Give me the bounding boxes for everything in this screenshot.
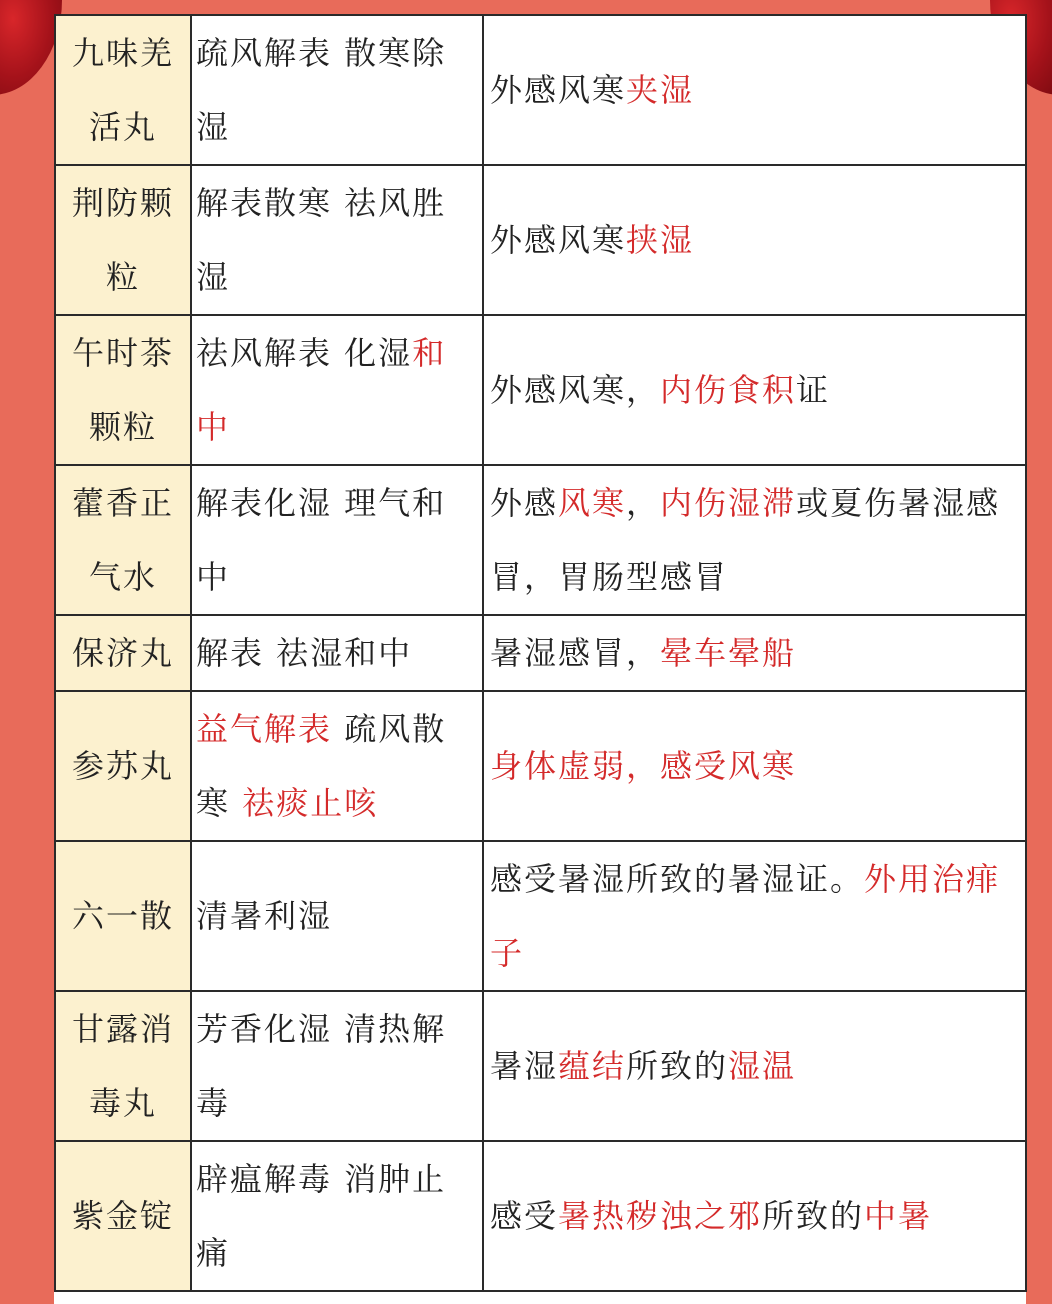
effect-cell [191,841,483,991]
medicine-name-cell: 甘露消毒丸 [55,991,191,1141]
medicine-name-cell: 荆防颗粒 [55,165,191,315]
effect-text: 祛风解表 化湿 [196,334,413,372]
indication-highlight: 外用治痱子 [490,860,1001,972]
indication-cell [483,465,1026,615]
indication-highlight: 身体虚弱，感受风寒 [490,747,797,785]
indication-highlight: 湿温 [728,1047,797,1085]
effect-cell [191,465,483,615]
medicine-name-cell: 保济丸 [55,615,191,691]
indication-text: 外感风寒， [490,371,661,409]
indication-cell [483,165,1026,315]
effect-cell [191,165,483,315]
page-top-border [0,0,1052,14]
effect-cell [191,615,483,691]
indication-highlight: 晕车晕船 [660,634,797,672]
left-curtain-decoration [0,0,62,95]
indication-text: 所致的 [626,1047,729,1085]
effect-text: 疏风解表 散寒除湿 [196,34,447,146]
effect-text: 疏风散寒 [196,710,447,822]
indication-cell [483,615,1026,691]
medicine-name-cell: 午时茶颗粒 [55,315,191,465]
herb-table [54,14,1027,1292]
indication-cell [483,991,1026,1141]
herb-table-body [55,15,1026,1291]
indication-cell [483,691,1026,841]
table-row [55,991,1026,1141]
indication-text: 感受 [490,1197,559,1235]
indication-text: 外感风寒 [490,71,627,109]
effect-text: 清暑利湿 [196,897,333,935]
effect-cell [191,991,483,1141]
effect-text: 辟瘟解毒 消肿止痛 [196,1160,447,1272]
table-row [55,841,1026,991]
indication-highlight: 夹湿 [626,71,695,109]
indication-text: 外感风寒 [490,221,627,259]
indication-highlight: 风寒 [558,484,627,522]
indication-text: 证 [796,371,831,409]
effect-cell [191,1141,483,1291]
indication-text: ， [626,484,661,522]
effect-text: 解表散寒 祛风胜湿 [196,184,447,296]
effect-cell [191,315,483,465]
indication-cell [483,1141,1026,1291]
effect-cell [191,15,483,165]
indication-highlight: 暑热秽浊之邪 [558,1197,763,1235]
table-row [55,15,1026,165]
effect-highlight: 和中 [196,334,447,446]
effect-text: 芳香化湿 清热解毒 [196,1010,447,1122]
indication-highlight: 蕴结 [558,1047,627,1085]
table-row [55,615,1026,691]
indication-text: 暑湿感冒， [490,634,661,672]
effect-text: 解表化湿 理气和中 [196,484,447,596]
table-row [55,1141,1026,1291]
indication-highlight: 中暑 [864,1197,933,1235]
indication-text: 暑湿 [490,1047,559,1085]
medicine-name-cell: 九味羌活丸 [55,15,191,165]
indication-text: 所致的 [762,1197,865,1235]
effect-highlight: 祛痰止咳 [242,784,379,822]
indication-cell [483,841,1026,991]
indication-highlight: 内伤湿滞 [660,484,797,522]
indication-text: 感受暑湿所致的暑湿证。 [490,860,865,898]
table-row [55,165,1026,315]
medicine-name-cell: 六一散 [55,841,191,991]
effect-text: 解表 祛湿和中 [196,634,413,672]
table-row [55,691,1026,841]
medicine-name-cell: 紫金锭 [55,1141,191,1291]
effect-highlight: 益气解表 [196,710,333,748]
indication-highlight: 内伤食积 [660,371,797,409]
indication-cell [483,315,1026,465]
indication-cell [483,15,1026,165]
table-row [55,315,1026,465]
medicine-name-cell: 藿香正气水 [55,465,191,615]
indication-text: 外感 [490,484,559,522]
table-row [55,465,1026,615]
effect-cell [191,691,483,841]
indication-text: 或夏伤暑湿感冒，胃肠型感冒 [490,484,1001,596]
medicine-name-cell: 参苏丸 [55,691,191,841]
indication-highlight: 挟湿 [626,221,695,259]
